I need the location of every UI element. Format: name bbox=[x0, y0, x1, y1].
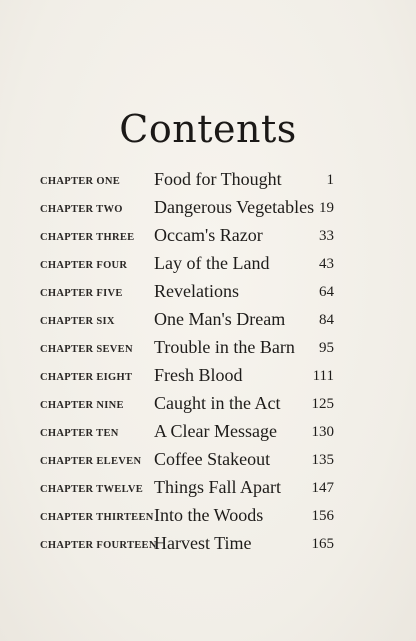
chapter-label: CHAPTER ONE bbox=[40, 176, 121, 187]
chapter-label: CHAPTER NINE bbox=[40, 400, 124, 411]
toc-row bbox=[0, 364, 416, 392]
chapter-title: Things Fall Apart bbox=[154, 477, 281, 497]
page-number: 130 bbox=[311, 424, 334, 440]
toc-row bbox=[0, 476, 416, 504]
page-number: 1 bbox=[326, 172, 334, 188]
chapter-title: Into the Woods bbox=[154, 505, 264, 525]
toc-row bbox=[0, 392, 416, 420]
toc-row bbox=[0, 532, 416, 560]
chapter-label: CHAPTER TEN bbox=[40, 428, 119, 439]
toc-row bbox=[0, 280, 416, 308]
chapter-title: One Man's Dream bbox=[154, 309, 286, 329]
toc-row bbox=[0, 504, 416, 532]
chapter-label: CHAPTER TWO bbox=[40, 204, 123, 215]
chapter-label: CHAPTER FOUR bbox=[40, 260, 128, 271]
page-number: 135 bbox=[311, 452, 334, 468]
chapter-title: Dangerous Vegetables bbox=[154, 197, 315, 217]
page-number: 125 bbox=[311, 396, 334, 412]
chapter-label: CHAPTER TWELVE bbox=[40, 484, 144, 495]
page-number: 64 bbox=[319, 284, 334, 300]
toc-row bbox=[0, 448, 416, 476]
chapter-label: CHAPTER FIVE bbox=[40, 288, 123, 299]
chapter-title: Caught in the Act bbox=[154, 393, 281, 413]
page-number: 43 bbox=[319, 256, 334, 272]
chapter-label: CHAPTER SEVEN bbox=[40, 344, 133, 355]
chapter-label: CHAPTER EIGHT bbox=[40, 372, 133, 383]
chapter-label: CHAPTER ELEVEN bbox=[40, 456, 142, 467]
page-number: 33 bbox=[319, 228, 334, 244]
toc-row bbox=[0, 196, 416, 224]
toc-row bbox=[0, 252, 416, 280]
chapter-title: Trouble in the Barn bbox=[154, 337, 295, 357]
chapter-title: Fresh Blood bbox=[154, 365, 243, 385]
page-number: 19 bbox=[319, 200, 334, 216]
chapter-title: Revelations bbox=[154, 281, 239, 301]
toc-row bbox=[0, 168, 416, 196]
chapter-label: CHAPTER THREE bbox=[40, 232, 135, 243]
chapter-title: Lay of the Land bbox=[154, 253, 270, 273]
page-number: 111 bbox=[312, 368, 334, 384]
chapter-title: Occam's Razor bbox=[154, 225, 263, 245]
chapter-label: CHAPTER FOURTEEN bbox=[40, 540, 157, 551]
contents-heading: Contents bbox=[119, 107, 297, 151]
chapter-label: CHAPTER THIRTEEN bbox=[40, 512, 154, 523]
page-number: 84 bbox=[319, 312, 334, 328]
chapter-title: Food for Thought bbox=[154, 169, 282, 189]
chapter-title: Coffee Stakeout bbox=[154, 449, 271, 469]
chapter-title: A Clear Message bbox=[154, 421, 277, 441]
toc-row bbox=[0, 336, 416, 364]
page-number: 95 bbox=[319, 340, 334, 356]
page-number: 165 bbox=[311, 536, 334, 552]
page-number: 147 bbox=[311, 480, 334, 496]
toc-row bbox=[0, 420, 416, 448]
toc-row bbox=[0, 224, 416, 252]
chapter-label: CHAPTER SIX bbox=[40, 316, 115, 327]
page-number: 156 bbox=[311, 508, 334, 524]
toc-row bbox=[0, 308, 416, 336]
chapter-title: Harvest Time bbox=[154, 533, 252, 553]
